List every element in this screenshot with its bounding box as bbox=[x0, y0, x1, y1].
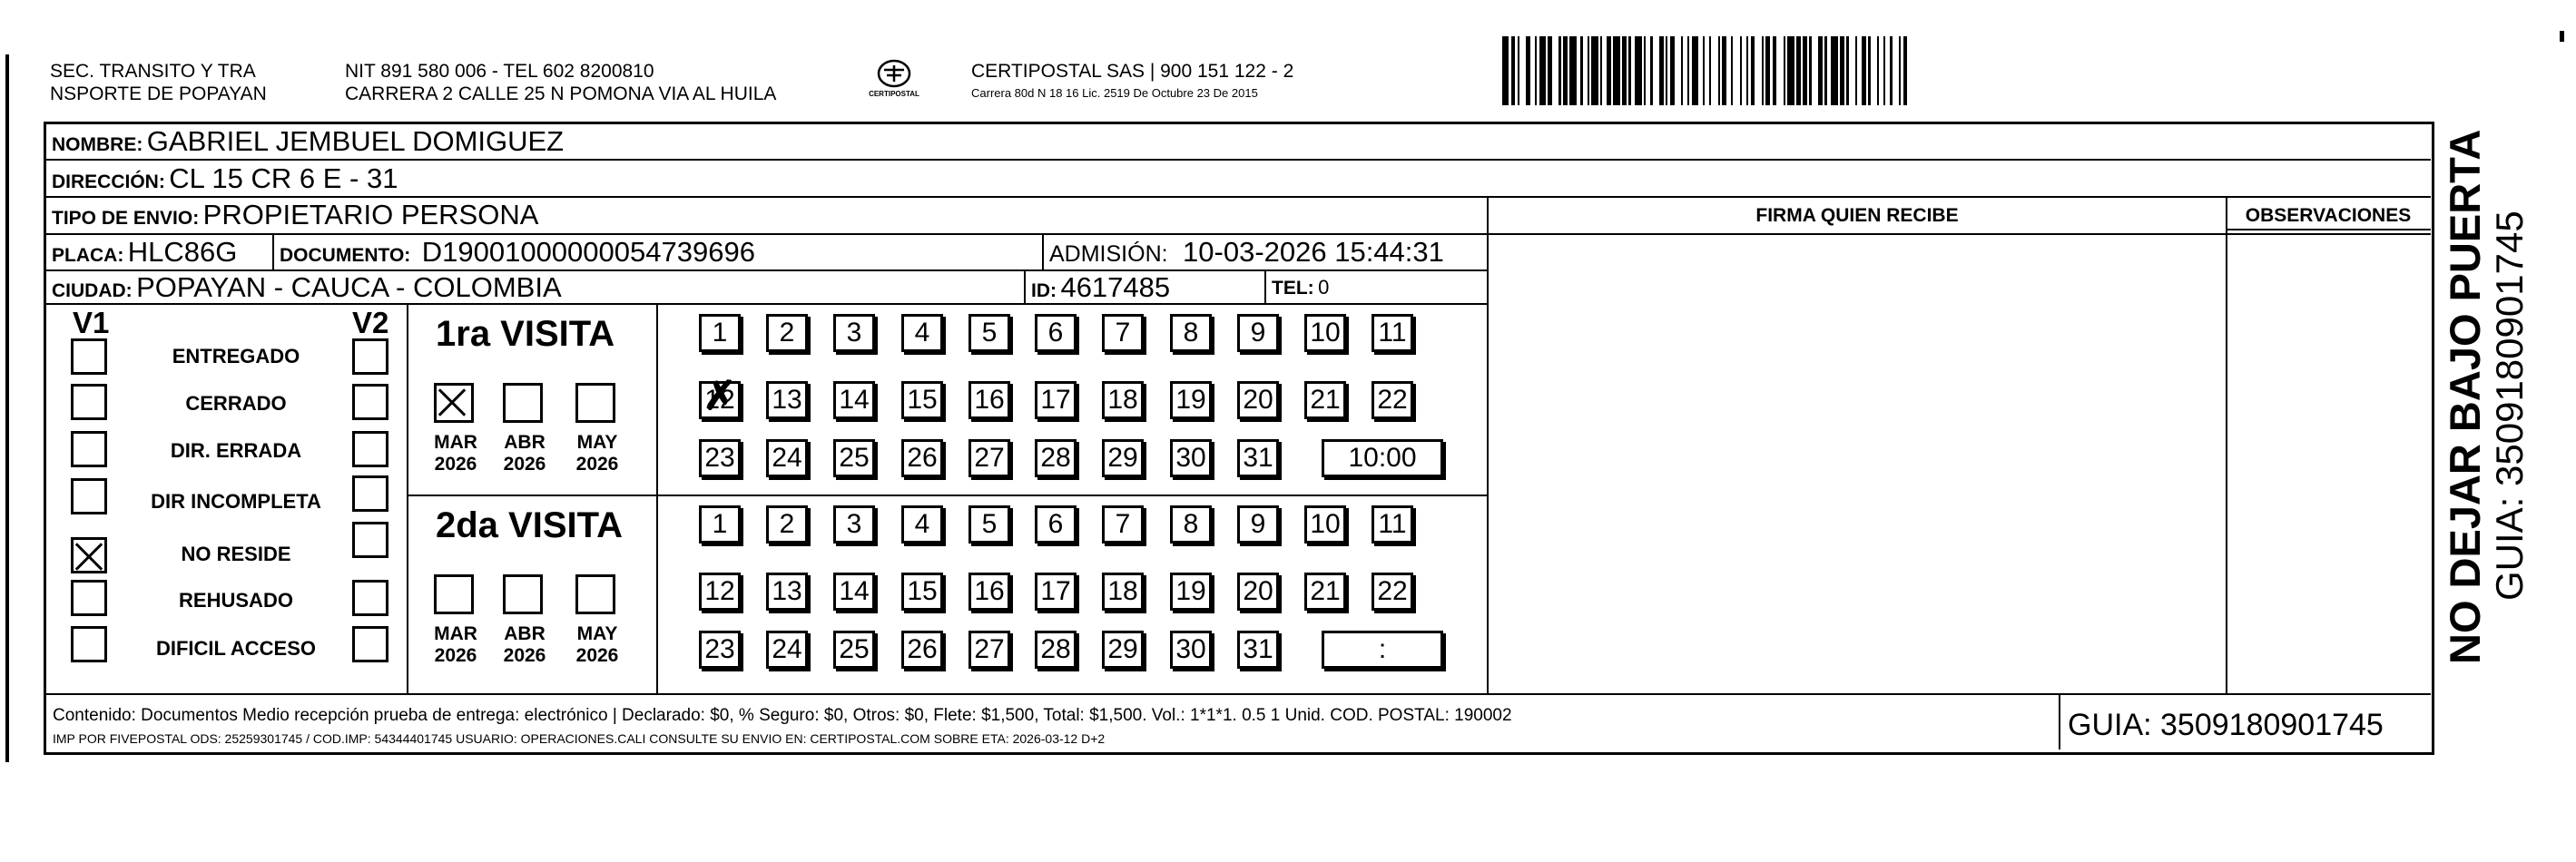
ciudad-label: CIUDAD: bbox=[52, 280, 133, 301]
status-divider bbox=[407, 303, 408, 693]
visit-month-year: 2026 bbox=[503, 454, 546, 475]
nombre-value: GABRIEL JEMBUEL DOMIGUEZ bbox=[146, 125, 565, 157]
barcode-bar bbox=[1831, 36, 1837, 105]
col-divider bbox=[272, 233, 274, 269]
barcode-bar bbox=[1824, 36, 1826, 105]
tipo-row bbox=[52, 199, 538, 237]
documento-value: D19001000000054739696 bbox=[421, 236, 755, 268]
barcode-bar bbox=[1773, 36, 1777, 105]
barcode-bar bbox=[1855, 36, 1857, 105]
row-divider bbox=[2226, 229, 2431, 230]
visit-day-box[interactable]: 5 bbox=[968, 314, 1010, 352]
barcode-bar bbox=[1818, 36, 1823, 105]
status-label: CERRADO bbox=[185, 392, 287, 415]
status-v1-checkbox[interactable] bbox=[71, 626, 107, 662]
visit-day-box[interactable]: 21 bbox=[1304, 381, 1346, 419]
visit-row-divider bbox=[408, 495, 1487, 496]
barcode-bar bbox=[1563, 36, 1568, 105]
visit-title: 1ra VISITA bbox=[436, 314, 615, 354]
tipo-value: PROPIETARIO PERSONA bbox=[202, 199, 539, 230]
barcode-bar bbox=[1840, 36, 1844, 105]
admision-row bbox=[1049, 236, 1444, 274]
status-v1-checkbox[interactable] bbox=[71, 478, 107, 514]
direccion-label: DIRECCIÓN: bbox=[52, 171, 165, 192]
visit-day-box[interactable]: 22 bbox=[1372, 573, 1413, 611]
barcode-bar bbox=[1548, 36, 1552, 105]
scan-mark bbox=[2560, 31, 2564, 42]
barcode-bar bbox=[1877, 36, 1879, 105]
barcode-bar bbox=[1692, 36, 1698, 105]
visit-day-box[interactable]: 22 bbox=[1372, 381, 1413, 419]
status-v2-checkbox[interactable] bbox=[352, 475, 388, 512]
carrier-line-1: CERTIPOSTAL SAS | 900 151 122 - 2 bbox=[971, 61, 1294, 82]
side-notice: NO DEJAR BAJO PUERTA bbox=[2441, 129, 2489, 664]
visit-month-name: ABR bbox=[504, 432, 546, 453]
barcode-bar bbox=[1659, 36, 1664, 105]
visit-day-box[interactable]: 31 bbox=[1237, 631, 1279, 669]
nit-block bbox=[345, 60, 776, 105]
visit-day-box[interactable]: 8 bbox=[1170, 314, 1212, 352]
barcode-bar bbox=[1731, 36, 1733, 105]
visit-day-box[interactable]: 23 bbox=[699, 631, 741, 669]
barcode-bar bbox=[1703, 36, 1705, 105]
visit-title: 2da VISITA bbox=[436, 505, 623, 545]
visit-month-year: 2026 bbox=[575, 645, 619, 666]
barcode-bar bbox=[1903, 36, 1908, 105]
visit-month-year: 2026 bbox=[575, 454, 619, 475]
visit-day-box[interactable]: 24 bbox=[766, 631, 808, 669]
row-divider bbox=[45, 693, 2431, 695]
visit-day-box[interactable]: 9 bbox=[1237, 314, 1279, 352]
barcode-bar bbox=[1670, 36, 1675, 105]
barcode-bar bbox=[1718, 36, 1720, 105]
barcode-bar bbox=[1644, 36, 1646, 105]
visit-month-label bbox=[428, 623, 483, 667]
placa-label: PLACA: bbox=[52, 245, 124, 266]
barcode-bar bbox=[1511, 36, 1516, 105]
visit-day-box[interactable]: 10 bbox=[1304, 314, 1346, 352]
direccion-value: CL 15 CR 6 E - 31 bbox=[169, 162, 398, 194]
barcode-bar bbox=[1628, 36, 1630, 105]
visit-day-box[interactable]: 8 bbox=[1170, 505, 1212, 544]
barcode-bar bbox=[1868, 36, 1870, 105]
visit-month-label bbox=[570, 432, 624, 475]
visit-day-box[interactable]: 15 bbox=[901, 381, 943, 419]
visit-day-box[interactable]: 18 bbox=[1102, 573, 1144, 611]
visit-day-box[interactable]: 10 bbox=[1304, 505, 1346, 544]
col-divider bbox=[2059, 693, 2060, 749]
visit-day-box[interactable]: 15 bbox=[901, 573, 943, 611]
barcode-bar bbox=[1890, 36, 1892, 105]
col-divider bbox=[1024, 269, 1026, 303]
status-v2-checkbox[interactable] bbox=[352, 522, 388, 558]
barcode-bar bbox=[1502, 36, 1509, 105]
id-row bbox=[1031, 271, 1170, 309]
col-divider bbox=[1487, 196, 1489, 693]
visit-month-name: MAR bbox=[434, 623, 477, 644]
visit-day-box[interactable]: 25 bbox=[833, 439, 875, 477]
placa-value: HLC86G bbox=[127, 236, 238, 268]
sender-block bbox=[50, 60, 267, 105]
barcode-bar bbox=[1722, 36, 1726, 105]
footer-line-1: Contenido: Documentos Medio recepción prueba de entrega: electrónico | Declarado: $0, % Seguro: $0, Otros: $0, Flete: $1,500, Total: $1,500. Vol.: 1*1*1. 0.5 1 Unid. COD. POSTAL: 190002 bbox=[53, 706, 1512, 725]
admision-label: ADMISIÓN: bbox=[1049, 241, 1168, 267]
visit-day-box[interactable]: 30 bbox=[1170, 631, 1212, 669]
visit-day-box[interactable]: 7 bbox=[1102, 314, 1144, 352]
col-divider bbox=[2226, 196, 2227, 693]
visit-day-box[interactable]: 7 bbox=[1102, 505, 1144, 544]
status-label: DIR INCOMPLETA bbox=[151, 490, 321, 513]
visit-day-box[interactable]: 16 bbox=[968, 573, 1010, 611]
carrier-logo-icon bbox=[876, 58, 912, 89]
visit-day-box[interactable]: 11 bbox=[1372, 505, 1413, 544]
visit-day-box[interactable]: 30 bbox=[1170, 439, 1212, 477]
status-label: NO RESIDE bbox=[181, 543, 291, 565]
barcode-bar bbox=[1751, 36, 1755, 105]
visit-day-box[interactable]: 19 bbox=[1170, 573, 1212, 611]
visit-day-box[interactable]: 2 bbox=[766, 314, 808, 352]
visit-day-box[interactable]: 27 bbox=[968, 439, 1010, 477]
barcode-bar bbox=[1622, 36, 1627, 105]
barcode-bar bbox=[1580, 36, 1582, 105]
sender-line-1: SEC. TRANSITO Y TRA bbox=[50, 61, 256, 82]
barcode-bar bbox=[1796, 36, 1801, 105]
nombre-label: NOMBRE: bbox=[52, 134, 143, 155]
visit-day-box[interactable]: 18 bbox=[1102, 381, 1144, 419]
col-divider bbox=[1264, 269, 1266, 303]
tel-row bbox=[1272, 271, 1329, 307]
visit-day-box[interactable]: 13 bbox=[766, 573, 808, 611]
visit-day-box[interactable]: 20 bbox=[1237, 573, 1279, 611]
status-v1-checkbox[interactable] bbox=[71, 431, 107, 467]
tel-value: 0 bbox=[1318, 276, 1330, 299]
visit-day-box[interactable]: 1 bbox=[699, 314, 741, 352]
visit-day-box[interactable]: 3 bbox=[833, 314, 875, 352]
visit-day-box[interactable]: 9 bbox=[1237, 505, 1279, 544]
visit-day-box[interactable]: 26 bbox=[901, 439, 943, 477]
barcode-bar bbox=[1687, 36, 1689, 105]
footer-line-2: IMP POR FIVEPOSTAL ODS: 25259301745 / COD.IMP: 54344401745 USUARIO: OPERACIONES.CALI CONSULTE SU ENVIO EN: CERTIPOSTAL.COM SOBRE ETA: 2026-03-12 D+2 bbox=[53, 731, 1106, 746]
visit-day-box[interactable]: 2 bbox=[766, 505, 808, 544]
visit-month-checkbox[interactable] bbox=[434, 383, 474, 423]
visit-month-checkbox[interactable] bbox=[503, 574, 543, 614]
barcode-bar bbox=[1600, 36, 1602, 105]
visit-day-box[interactable]: 6 bbox=[1035, 505, 1077, 544]
nit-line-1: NIT 891 580 006 - TEL 602 8200810 bbox=[345, 61, 654, 82]
visit-day-box[interactable]: 3 bbox=[833, 505, 875, 544]
nombre-row bbox=[52, 125, 564, 163]
visit-day-box[interactable]: 25 bbox=[833, 631, 875, 669]
barcode-icon bbox=[1502, 0, 2256, 118]
visit-month-label bbox=[497, 432, 552, 475]
barcode-bar bbox=[1784, 36, 1785, 105]
left-edge-mark bbox=[5, 54, 9, 762]
status-label: DIFICIL ACCESO bbox=[155, 637, 316, 660]
barcode-bar bbox=[1588, 36, 1589, 105]
visit-day-box[interactable]: 23 bbox=[699, 439, 741, 477]
visit-time-box[interactable]: 10:00 bbox=[1322, 439, 1443, 477]
barcode-bar bbox=[1762, 36, 1764, 105]
barcode-bar bbox=[1635, 36, 1641, 105]
barcode-bar bbox=[1569, 36, 1576, 105]
firma-header: FIRMA QUIEN RECIBE bbox=[1755, 205, 1959, 226]
visit-month-name: MAY bbox=[576, 432, 618, 453]
visit-day-box[interactable]: 1 bbox=[699, 505, 741, 544]
visit-day-box[interactable]: 4 bbox=[901, 314, 943, 352]
v2-header: V2 bbox=[352, 306, 389, 339]
visit-day-box[interactable]: 16 bbox=[968, 381, 1010, 419]
status-v1-checkbox[interactable] bbox=[71, 384, 107, 420]
visit-day-box[interactable]: 28 bbox=[1035, 631, 1077, 669]
barcode-bar bbox=[1803, 36, 1807, 105]
id-value: 4617485 bbox=[1060, 271, 1171, 303]
carrier-block bbox=[971, 60, 1293, 100]
status-v1-checkbox[interactable] bbox=[71, 338, 107, 375]
visit-month-name: MAR bbox=[434, 432, 477, 453]
carrier-line-2: Carrera 80d N 18 16 Lic. 2519 De Octubre 23 De 2015 bbox=[971, 86, 1258, 100]
visit-day-box[interactable]: 5 bbox=[968, 505, 1010, 544]
carrier-logo bbox=[853, 58, 935, 109]
barcode-bar bbox=[1846, 36, 1848, 105]
visit-divider bbox=[656, 303, 658, 693]
status-v2-checkbox[interactable] bbox=[352, 384, 388, 420]
status-v2-checkbox[interactable] bbox=[352, 338, 388, 375]
barcode-bar bbox=[1787, 36, 1794, 105]
carrier-logo-text: CERTIPOSTAL bbox=[869, 90, 919, 98]
visit-month-year: 2026 bbox=[434, 454, 477, 475]
visit-month-label bbox=[497, 623, 552, 667]
sender-line-2: NSPORTE DE POPAYAN bbox=[50, 83, 267, 104]
barcode-bar bbox=[1709, 36, 1711, 105]
barcode-bar bbox=[1809, 36, 1811, 105]
direccion-row bbox=[52, 162, 398, 201]
admision-value: 10-03-2026 15:44:31 bbox=[1183, 236, 1444, 268]
visit-day-box[interactable]: 14 bbox=[833, 381, 875, 419]
v1-header: V1 bbox=[73, 306, 110, 339]
status-v2-checkbox[interactable] bbox=[352, 431, 388, 467]
footer-guia: GUIA: 3509180901745 bbox=[2068, 708, 2384, 742]
visit-day-box[interactable]: 19 bbox=[1170, 381, 1212, 419]
visit-day-box[interactable]: 17 bbox=[1035, 381, 1077, 419]
visit-month-checkbox[interactable] bbox=[503, 383, 543, 423]
visit-day-box[interactable]: 28 bbox=[1035, 439, 1077, 477]
tipo-label: TIPO DE ENVIO: bbox=[52, 208, 200, 229]
documento-label: DOCUMENTO: bbox=[280, 245, 411, 266]
visit-time-box[interactable]: : bbox=[1322, 631, 1443, 669]
barcode-bar bbox=[1740, 36, 1742, 105]
visit-day-box[interactable]: 12 bbox=[699, 573, 741, 611]
visit-day-box[interactable]: 4 bbox=[901, 505, 943, 544]
status-v2-checkbox[interactable] bbox=[352, 580, 388, 616]
barcode-bar bbox=[1765, 36, 1770, 105]
visit-day-box[interactable]: 21 bbox=[1304, 573, 1346, 611]
barcode-bar bbox=[1899, 36, 1901, 105]
status-v1-checkbox[interactable] bbox=[71, 580, 107, 616]
barcode-bar bbox=[1666, 36, 1667, 105]
placa-row bbox=[52, 236, 237, 274]
visit-month-checkbox[interactable] bbox=[434, 574, 474, 614]
barcode-bar bbox=[1526, 36, 1530, 105]
barcode-bar bbox=[1558, 36, 1560, 105]
visit-day-box[interactable]: 17 bbox=[1035, 573, 1077, 611]
visit-day-box[interactable]: 14 bbox=[833, 573, 875, 611]
visit-month-year: 2026 bbox=[503, 645, 546, 666]
barcode-bar bbox=[1650, 36, 1652, 105]
visit-day-box[interactable]: 12 ✗ bbox=[699, 381, 741, 419]
visit-month-label bbox=[570, 623, 624, 667]
status-label: ENTREGADO bbox=[172, 345, 300, 367]
visit-day-box[interactable]: 11 bbox=[1372, 314, 1413, 352]
barcode-bar bbox=[1862, 36, 1866, 105]
barcode-bar bbox=[1591, 36, 1598, 105]
visit-month-checkbox[interactable] bbox=[575, 383, 615, 423]
ciudad-value: POPAYAN - CAUCA - COLOMBIA bbox=[136, 271, 562, 303]
barcode-bar bbox=[1539, 36, 1546, 105]
visit-day-box[interactable]: 31 bbox=[1237, 439, 1279, 477]
visit-day-box[interactable]: 29 bbox=[1102, 439, 1144, 477]
barcode-bar bbox=[1518, 36, 1519, 105]
id-label: ID: bbox=[1031, 280, 1057, 301]
barcode-bar bbox=[1613, 36, 1619, 105]
nit-line-2: CARRERA 2 CALLE 25 N POMONA VIA AL HUILA bbox=[345, 83, 777, 104]
visit-day-box[interactable]: 29 bbox=[1102, 631, 1144, 669]
tel-label: TEL: bbox=[1272, 278, 1314, 299]
side-guia: GUIA: 3509180901745 bbox=[2488, 211, 2531, 601]
visit-day-box[interactable]: 20 bbox=[1237, 381, 1279, 419]
ciudad-row bbox=[52, 271, 562, 309]
documento-row bbox=[280, 236, 755, 274]
visit-day-box[interactable]: 6 bbox=[1035, 314, 1077, 352]
visit-month-year: 2026 bbox=[434, 645, 477, 666]
visit-day-box[interactable]: 13 bbox=[766, 381, 808, 419]
barcode-bar bbox=[1746, 36, 1748, 105]
barcode-bar bbox=[1883, 36, 1885, 105]
status-v2-checkbox[interactable] bbox=[352, 626, 388, 662]
visit-day-box[interactable]: 26 bbox=[901, 631, 943, 669]
col-divider bbox=[1042, 233, 1044, 269]
row-divider bbox=[45, 196, 2431, 198]
visit-month-label bbox=[428, 432, 483, 475]
status-label: REHUSADO bbox=[179, 589, 293, 612]
visit-day-box[interactable]: 24 bbox=[766, 439, 808, 477]
barcode-bar bbox=[1607, 36, 1611, 105]
barcode-bar bbox=[1681, 36, 1683, 105]
status-v1-checkbox[interactable] bbox=[71, 537, 107, 573]
visit-month-checkbox[interactable] bbox=[575, 574, 615, 614]
visit-month-name: ABR bbox=[504, 623, 546, 644]
status-label: DIR. ERRADA bbox=[170, 439, 302, 462]
visit-month-name: MAY bbox=[576, 623, 618, 644]
observaciones-header: OBSERVACIONES bbox=[2245, 205, 2412, 226]
barcode-bar bbox=[1535, 36, 1537, 105]
visit-day-box[interactable]: 27 bbox=[968, 631, 1010, 669]
